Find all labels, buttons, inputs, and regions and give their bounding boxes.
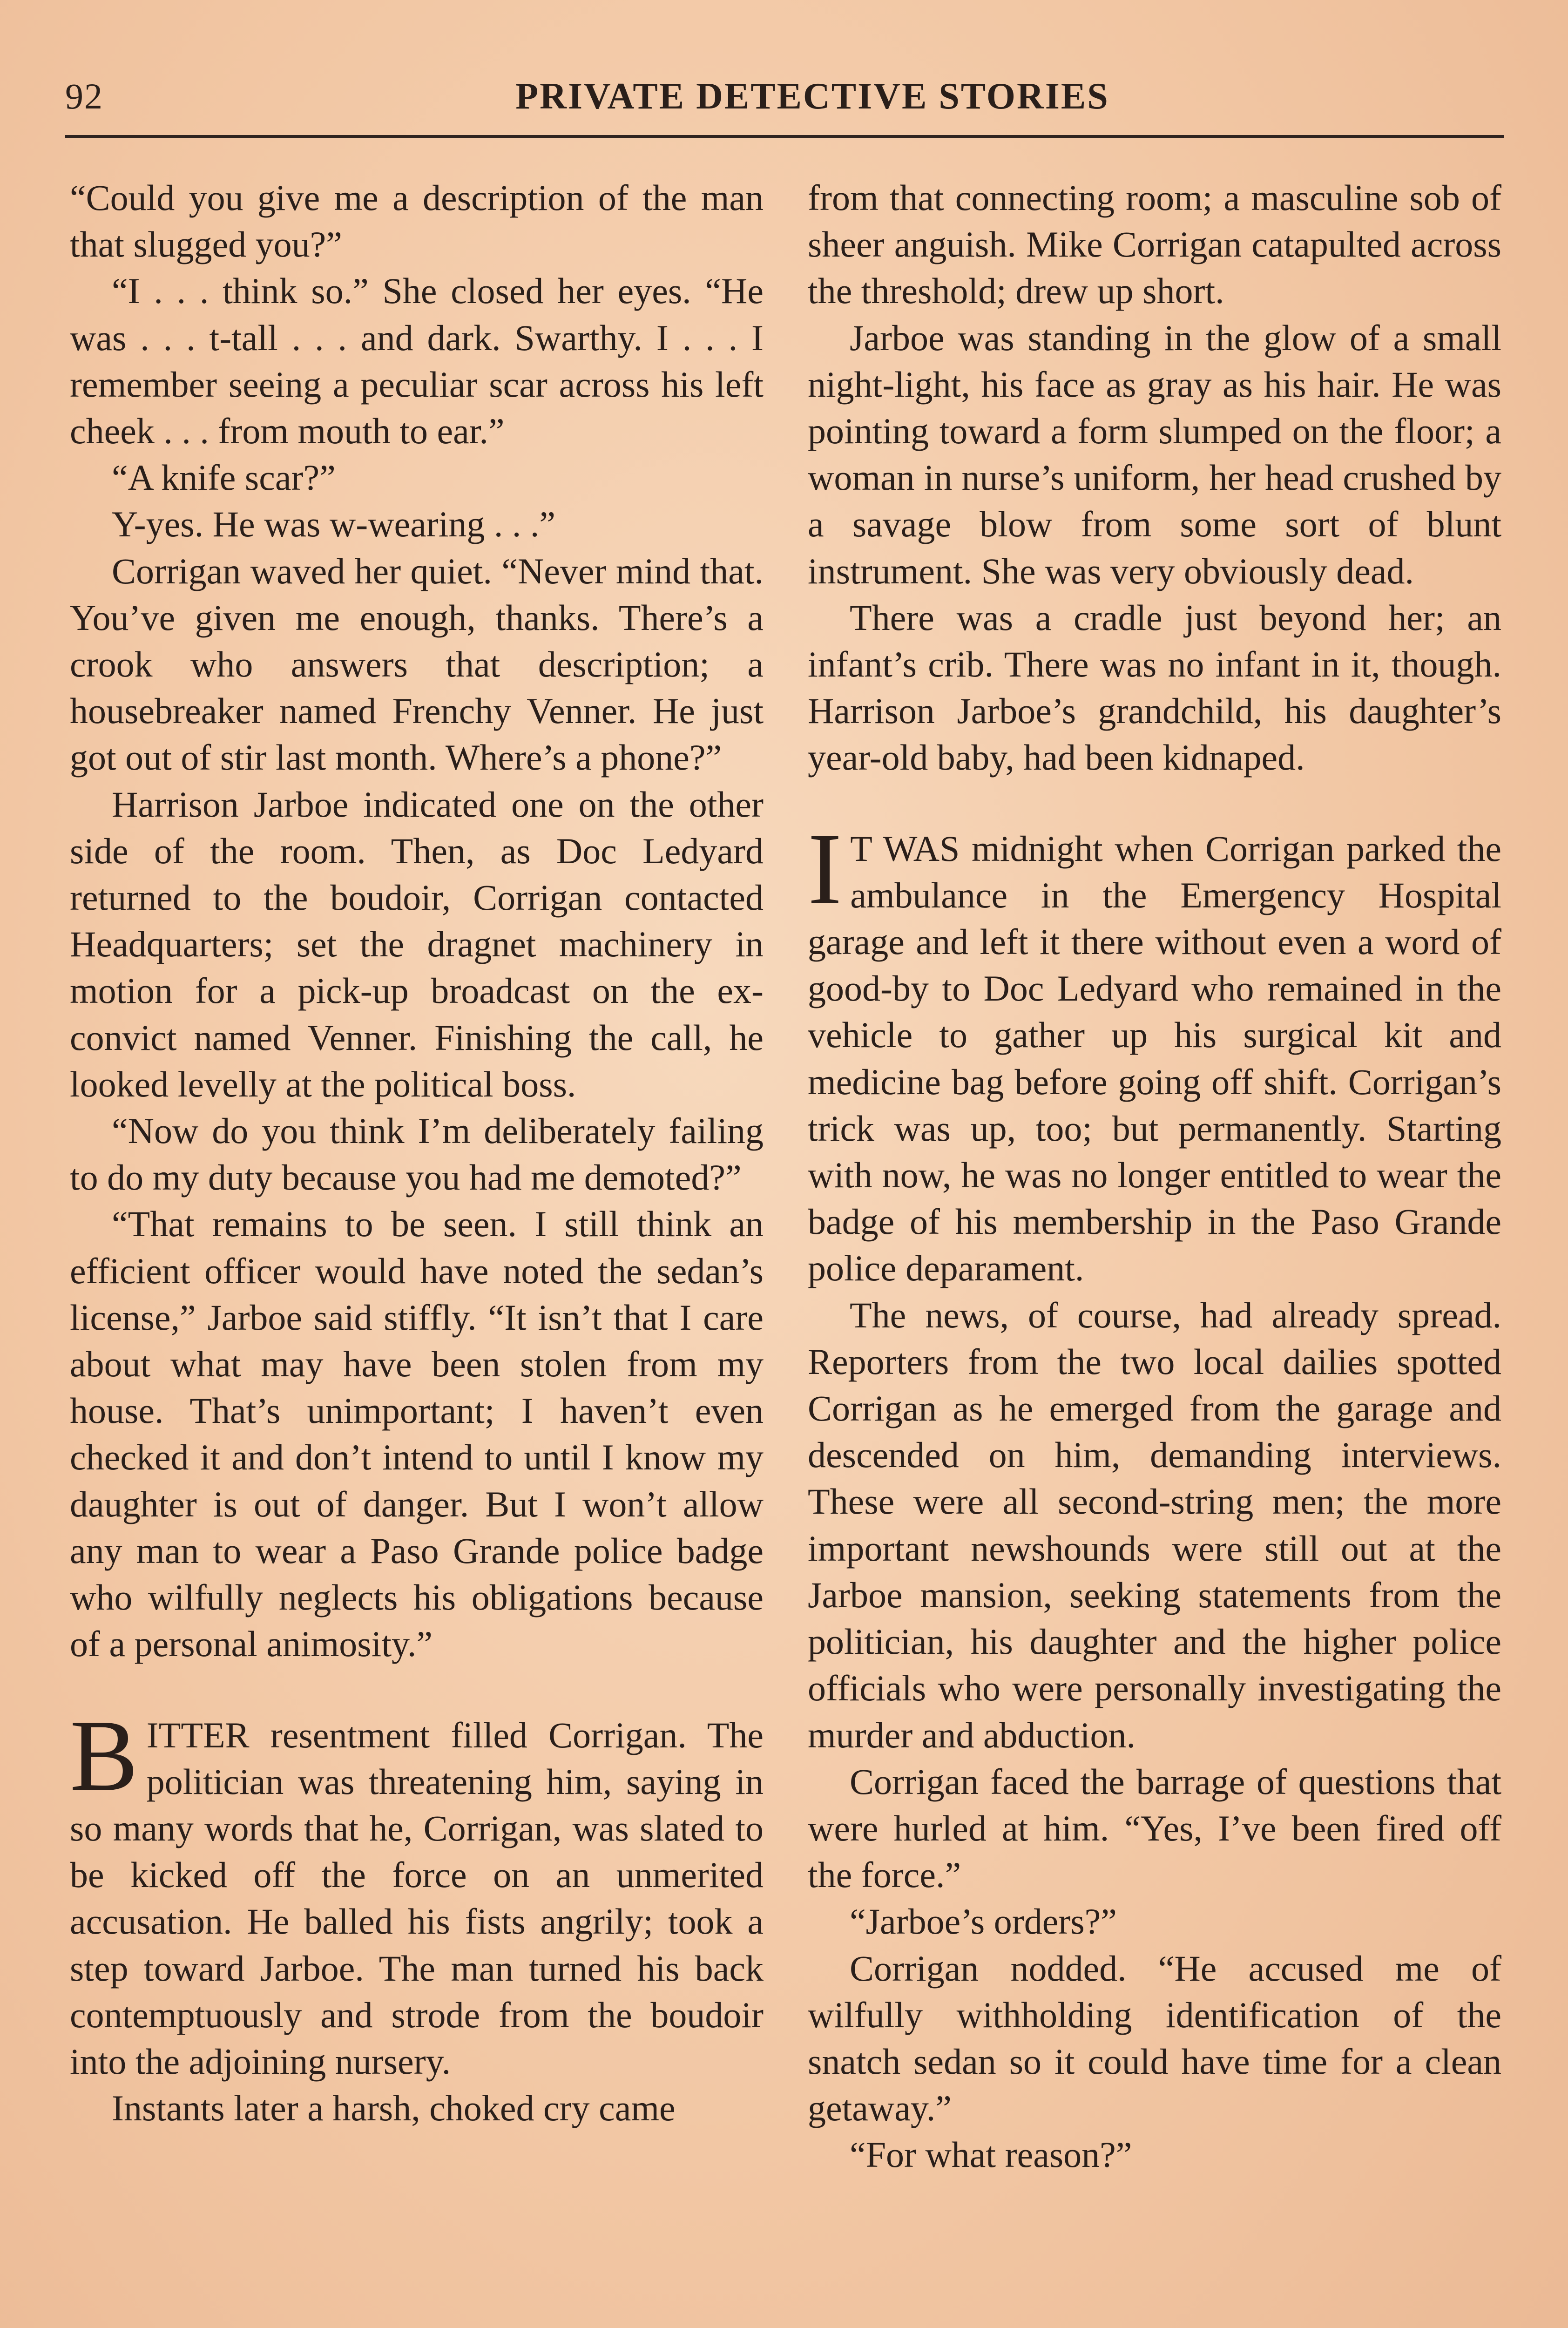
section-opening-paragraph: [70, 1698, 764, 2085]
paragraph: There was a cradle just beyond her; an infant’s crib. There was no infant in it, though. Harrison Jarboe’s grandchild, his daughter’s year-old baby, had been kidnaped.: [808, 597, 1501, 778]
paragraph: Corrigan waved her quiet. “Never mind that. You’ve given me enough, thanks. There’s a crook who answers that description; a housebreaker named Frenchy Venner. He just got out of stir last month. Where’s a phone?”: [70, 550, 764, 778]
left-column: [70, 175, 764, 2328]
paragraph: Corrigan faced the barrage of questions that were hurled at him. “Yes, I’ve been fired off the force.”: [808, 1761, 1501, 1895]
page-number: 92: [65, 76, 103, 116]
paragraph: “For what reason?”: [850, 2134, 1132, 2175]
paragraph: Instants later a harsh, choked cry came: [112, 2088, 676, 2129]
paragraph: Y-yes. He was w-wearing . . .”: [112, 504, 556, 545]
page-header: [65, 70, 1504, 130]
paragraph: “Now do you think I’m deliberately failing to do my duty because you had me demoted?”: [70, 1110, 764, 1198]
paragraph: “I . . . think so.” She closed her eyes. “He was . . . t-tall . . . and dark. Swarthy. I . . . I remember seeing a peculiar scar across his left cheek . . . from mouth to ear.”: [70, 271, 764, 452]
paragraph: “Jarboe’s orders?”: [850, 1901, 1117, 1942]
drop-cap: I: [808, 812, 842, 926]
section-opening-paragraph: [808, 812, 1501, 1292]
section-text: T WAS midnight when Corrigan parked the ambulance in the Emergency Hospital garage and left it there without even a word of good-by to Doc Ledyard who remained in the vehicle to gather up his surgical kit and medicine bag before going off shift. Corrigan’s trick was up, too; but permanently. Starting with now, he was no longer entitled to wear the badge of his membership in the Paso Grande police deparament.: [808, 828, 1501, 1289]
paragraph: from that connecting room; a masculine sob of sheer anguish. Mike Corrigan catapulted across the threshold; drew up short.: [808, 177, 1501, 311]
right-column: [808, 175, 1501, 2328]
section-text: ITTER resentment filled Corrigan. The politician was threatening him, saying in so many words that he, Corrigan, was slated to be kicked off the force on an unmerited accusation. He balled his fists angrily; took a step toward Jarboe. The man turned his back contemptuously and strode from the boudoir into the adjoining nursery.: [70, 1714, 764, 2082]
header-rule: [65, 135, 1504, 138]
paragraph: Corrigan nodded. “He accused me of wilfully withholding identification of the snatch sedan so it could have time for a clean getaway.”: [808, 1948, 1501, 2129]
paragraph: “That remains to be seen. I still think an efficient officer would have noted the sedan’s license,” Jarboe said stiffly. “It isn’t that I care about what may have been stolen from my house. That’s unimportant; I haven’t even checked it and don’t intend to until I know my daughter is out of danger. But I won’t allow any man to wear a Paso Grande police badge who wilfully neglects his obligations because of a personal animosity.”: [70, 1204, 764, 1665]
paragraph: The news, of course, had already spread. Reporters from the two local dailies spotted Corrigan as he emerged from the garage and descended on him, demanding interviews. These were all second-string men; the more important newshounds were still out at the Jarboe mansion, seeking statements from the politician, his daughter and the higher police officials who were personally investigating the murder and abduction.: [808, 1294, 1501, 1755]
drop-cap: B: [70, 1698, 138, 1812]
paragraph: Harrison Jarboe indicated one on the other side of the room. Then, as Doc Ledyard returned to the boudoir, Corrigan contacted Headquarters; set the dragnet machinery in motion for a pick-up broadcast on the ex-convict named Venner. Finishing the call, he looked levelly at the political boss.: [70, 784, 764, 1104]
paragraph: “Could you give me a description of the man that slugged you?”: [70, 177, 764, 265]
paragraph: Jarboe was standing in the glow of a small night-light, his face as gray as his hair. He was pointing toward a form slumped on the floor; a woman in nurse’s uniform, her head crushed by a savage blow from some sort of blunt instrument. She was very obviously dead.: [808, 317, 1501, 591]
paragraph: “A knife scar?”: [112, 457, 336, 498]
running-title: PRIVATE DETECTIVE STORIES: [515, 76, 1109, 117]
